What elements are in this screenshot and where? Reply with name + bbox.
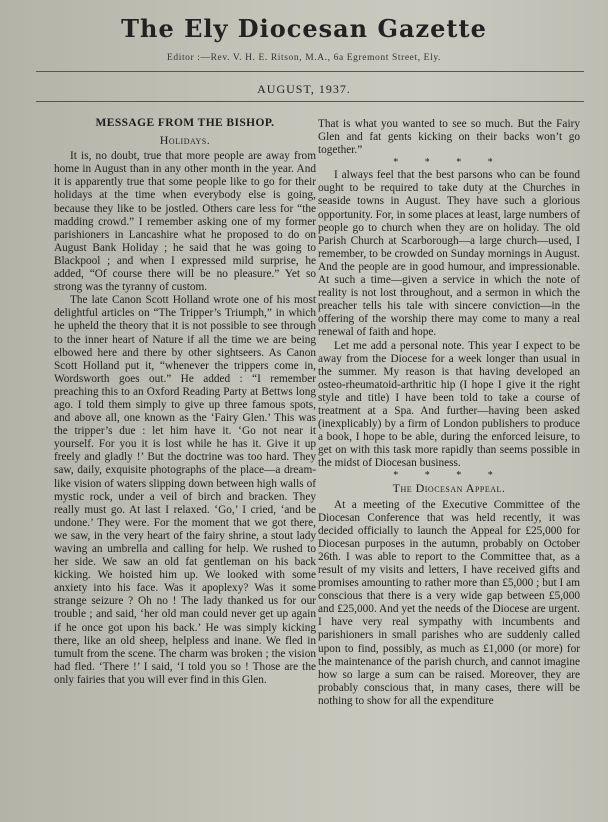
editor-line: Editor :—Rev. V. H. E. Ritson, M.A., 6a Egremont Street, Ely.: [166, 53, 442, 63]
masthead-title: The Ely Diocesan Gazette: [121, 14, 487, 43]
left-column: [54, 117, 316, 687]
paragraph: At a meeting of the Executive Committee of the Diocesan Conference that was held recently, it was decided officially to launch the Appeal for £25,000 for Diocesan purposes in the autumn, probably on October 26th. I was able to report to the Committee that, as a result of my visits and letters, I have received gifts and promises amounting to rather more than £5,000 ; but I am conscious that there is a very wide gap between £5,000 and £25,000. And yet the needs of the Diocese are urgent. I have very real sympathy with incumbents and parishioners in small parishes who are suddenly called upon to find, possibly, as much as £1,000 (or more) for the maintenance of the parish church, and cannot imagine how so large a sum can be raised. Moreover, they are probably conscious that, in many cases, there will be nothing to show for all the expenditure: [318, 498, 580, 707]
paragraph: The late Canon Scott Holland wrote one of his most delightful articles on “The Tripper’s Triumph,” in which he upheld the theory that it is not possible to see through to the inner heart of Nature if all the time we are being elbowed here and there by other sightseers. As Canon Scott Holland put it, “whenever the trippers come in, Wordsworth goes out.” He added : “I remember preaching this to an Oxford Reading Party at Bettws long ago. I told them simply to give up three famous spots, and above all, one known as the ‘Fairy Glen.’ This was the tripper’s due : let him have it. ‘Go not near it yourself. For you it is lost while he has it. Give it up freely and gladly !’ But the doctrine was too hard. They saw, daily, exquisite photographs of the place—a dream-like vision of waters slipping down between high walls of mystic rock, under a veil of birch and bracken. They really must go. At last I relaxed. ‘Go,’ I cried, ‘and be undone.’ They were. For the moment that we got there, we saw, in the very heart of the fairy shrine, a stout lady waving an umbrella and calling for help. We rushed to her side. We saw an old fat gentleman on his back kicking. We hoisted him up. We looked with some anxiety into his face. Was it apoplexy? Was it some strange seizure ? Oh no ! The lady thanked us for our trouble ; and said, ‘her old man could never get up again if he once got upon his back.’ He was simply kicking there, like an old sheep, helpless and inane. We fled in tumult from the scene. The charm was broken ; the vision had fled. ‘There !’ I said, ‘I told you so ! Those are the only fairies that you will ever find in this Glen.: [54, 294, 316, 686]
appeal-heading: The Diocesan Appeal.: [392, 481, 506, 496]
header-rule-bottom: [36, 101, 584, 102]
article-subheading: Holidays.: [159, 133, 211, 148]
section-separator: * * * *: [393, 157, 505, 169]
paragraph: Let me add a personal note. This year I expect to be away from the Diocese for a week longer than usual in the summer. My reason is that having developed an osteo-rheumatoid-arthritic hip (I hope I give it the right style and title) I have been told to take a course of treatment at a Spa. And further—having been asked (inexplicably) by a firm of London publishers to produce a book, I hope to be able, during the enforced leisure, to get on with this task more rapidly than seems possible in the midst of Diocesan business.: [318, 339, 580, 470]
paragraph: It is, no doubt, true that more people are away from home in August than in any other month in the year. And it is apparently true that some people like to go for their holidays at the time when everybody else is going, because they like to be jostled. Others care less for “the madding crowd.” I remember asking one of my former parishioners in Lancashire what he proposed to do on August Bank Holiday ; he said that he was going to Blackpool ; and when I expressed mild surprise, he added, “Of course there will be no pleasure.” Yet so strong was the tyranny of custom.: [54, 150, 316, 294]
paragraph-continued: That is what you wanted to see so much. But the Fairy Glen and fat gents kicking on their backs won’t go together.”: [318, 118, 580, 157]
issue-date: AUGUST, 1937.: [257, 82, 351, 96]
article-heading: MESSAGE FROM THE BISHOP.: [95, 117, 275, 129]
paragraph: I always feel that the best parsons who can be found ought to be required to take duty at the Churches in seaside towns in August. They have such a glorious opportunity. For, in some places at least, large numbers of people go to church when they are on holiday. The old Parish Church at Scarborough—a large church—used, I remember, to be crowded on Sunday mornings in August. And the people are in good humour, and impressionable. At such a time—given a service in which the note of reality is not lost throughout, and a sermon in which the preacher tells his tale with sincere conviction—in the offering of the worship there may come to many a real renewal of faith and hope.: [318, 169, 580, 339]
right-column: [318, 118, 580, 708]
header-rule-top: [36, 71, 584, 72]
section-separator: * * * *: [393, 470, 505, 482]
